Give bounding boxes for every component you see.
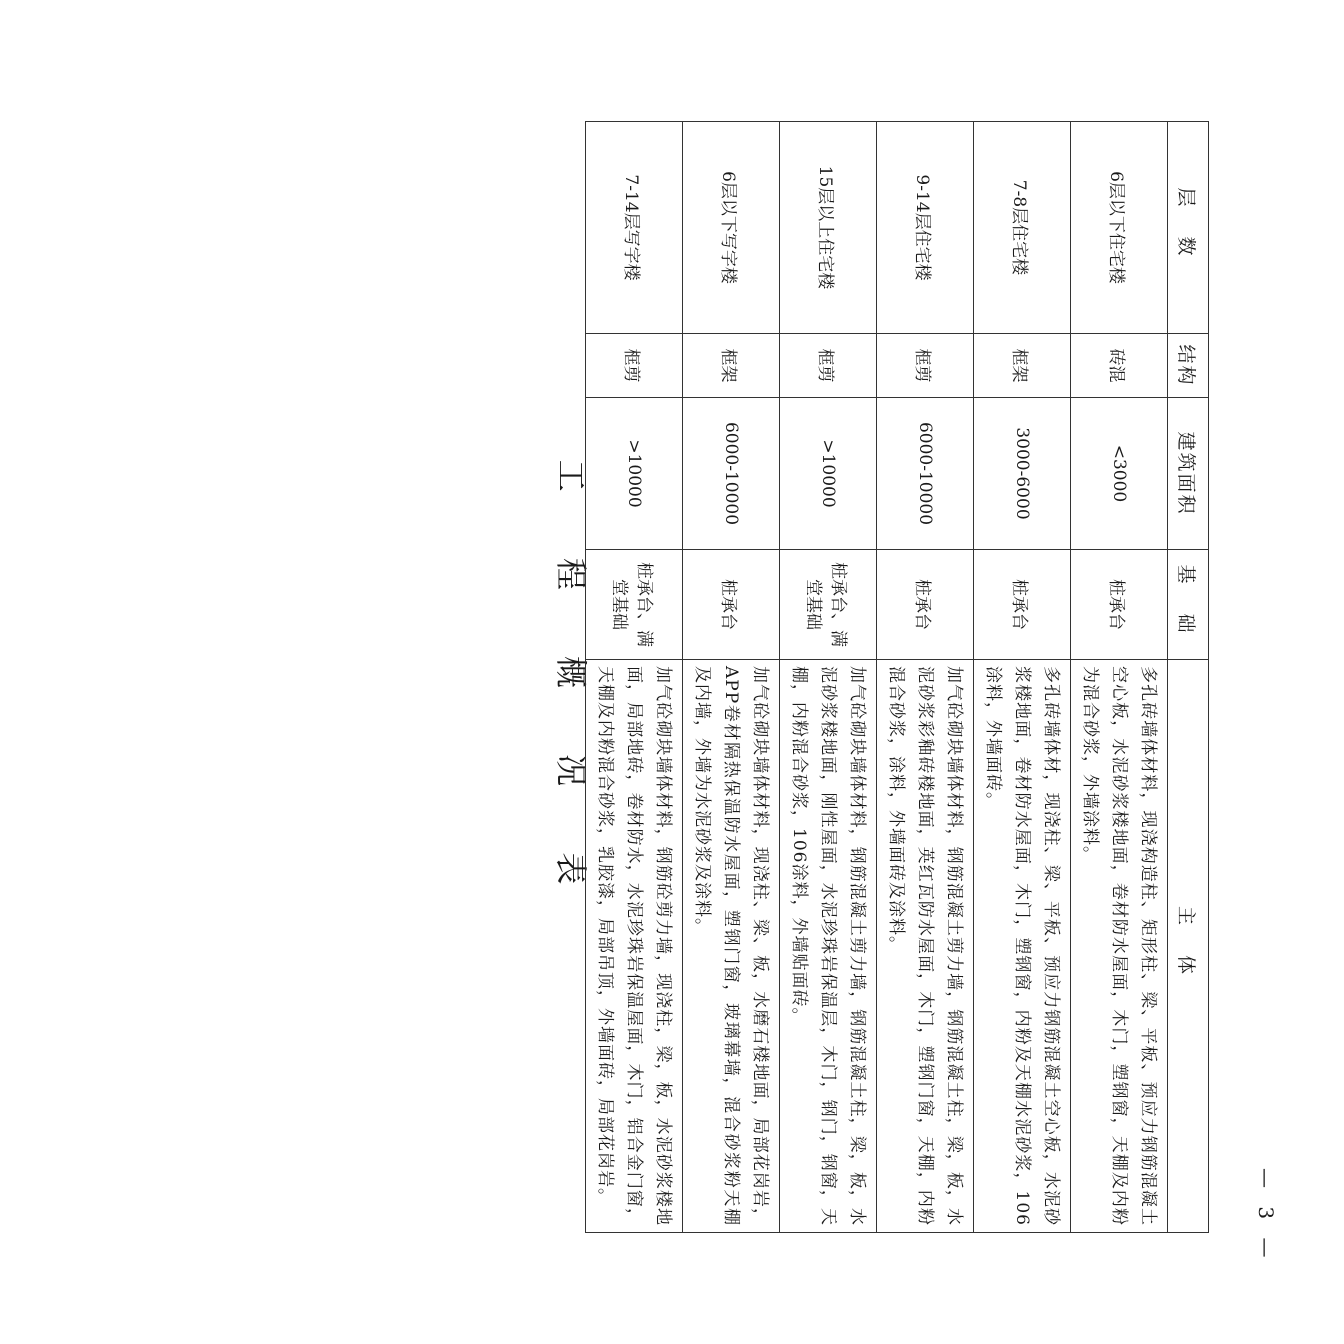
cell-floors: 6层以下住宅楼 bbox=[1071, 122, 1168, 334]
cell-area: 3000-6000 bbox=[974, 398, 1071, 550]
page-number: — 3 — bbox=[1254, 1168, 1278, 1264]
cell-area: >10000 bbox=[780, 398, 877, 550]
cell-structure: 框剪 bbox=[877, 334, 974, 398]
project-overview-table bbox=[585, 121, 1209, 1233]
cell-structure: 框剪 bbox=[586, 334, 683, 398]
cell-main: 加气砼砌块墙体材料，现浇柱、梁、板，水磨石楼地面，局部花岗岩，APP卷材隔热保温防水屋面，塑钢门窗，玻璃幕墙，混合砂浆粉天棚及内墙，外墙为水泥砂浆及涂料。 bbox=[683, 660, 780, 1233]
cell-foundation: 桩承台 bbox=[683, 550, 780, 660]
cell-structure: 框架 bbox=[683, 334, 780, 398]
cell-structure: 框剪 bbox=[780, 334, 877, 398]
cell-main: 多孔砖墙体材料，现浇构造柱、矩形柱、梁、平板、预应力钢筋混凝土空心板，水泥砂浆楼地面，卷材防水屋面，木门，塑钢窗，天棚及内粉为混合砂浆，外墙涂料。 bbox=[1071, 660, 1168, 1233]
header-area: 建筑面积 bbox=[1168, 398, 1209, 550]
table-row bbox=[586, 122, 683, 1233]
cell-foundation: 桩承台 bbox=[974, 550, 1071, 660]
table-row bbox=[683, 122, 780, 1233]
cell-area: >10000 bbox=[586, 398, 683, 550]
rotated-page bbox=[394, 0, 1344, 1344]
cell-area: <3000 bbox=[1071, 398, 1168, 550]
table-row bbox=[877, 122, 974, 1233]
cell-foundation: 桩承台、满堂基础 bbox=[586, 550, 683, 660]
table-header-row bbox=[1168, 122, 1209, 1233]
header-structure: 结构 bbox=[1168, 334, 1209, 398]
cell-foundation: 桩承台 bbox=[877, 550, 974, 660]
cell-main: 加气砼砌块墙体材料，钢筋混凝土剪力墙，钢筋混凝土柱，梁，板，水泥砂浆彩釉砖楼地面，英红瓦防水屋面，木门，塑钢门窗，天棚，内粉混合砂浆，涂料，外墙面砖及涂料。 bbox=[877, 660, 974, 1233]
page-title: 工 程 概 况 表 bbox=[552, 459, 590, 913]
cell-floors: 7-14层写字楼 bbox=[586, 122, 683, 334]
header-main: 主 体 bbox=[1168, 660, 1209, 1233]
cell-main: 加气砼砌块墙体材料，钢筋混凝土剪力墙，钢筋混凝土柱，梁，板，水泥砂浆楼地面，刚性屋面，水泥珍珠岩保温层，木门，钢门，钢窗，天棚，内粉混合砂浆，106涂料，外墙贴面砖。 bbox=[780, 660, 877, 1233]
cell-area: 6000-10000 bbox=[877, 398, 974, 550]
header-floors: 层 数 bbox=[1168, 122, 1209, 334]
cell-structure: 砖混 bbox=[1071, 334, 1168, 398]
cell-floors: 6层以下写字楼 bbox=[683, 122, 780, 334]
cell-floors: 15层以上住宅楼 bbox=[780, 122, 877, 334]
header-foundation: 基 础 bbox=[1168, 550, 1209, 660]
cell-foundation: 桩承台、满堂基础 bbox=[780, 550, 877, 660]
cell-foundation: 桩承台 bbox=[1071, 550, 1168, 660]
cell-main: 多孔砖墙体材，现浇柱、梁、平板、预应力钢筋混凝土空心板，水泥砂浆楼地面，卷材防水屋面，木门，塑钢窗，内粉及天棚水泥砂浆，106涂料，外墙面砖。 bbox=[974, 660, 1071, 1233]
cell-main: 加气砼砌块墙体材料，钢筋砼剪力墙，现浇柱，梁，板，水泥砂浆楼地面，局部地砖，卷材防水，水泥珍珠岩保温屋面，木门，铝合金门窗，天棚及内粉混合砂浆，乳胶漆，局部吊顶，外墙面砖，局部花岗岩。 bbox=[586, 660, 683, 1233]
table-row bbox=[1071, 122, 1168, 1233]
table-row bbox=[974, 122, 1071, 1233]
table-row bbox=[780, 122, 877, 1233]
cell-structure: 框架 bbox=[974, 334, 1071, 398]
cell-floors: 9-14层住宅楼 bbox=[877, 122, 974, 334]
cell-area: 6000-10000 bbox=[683, 398, 780, 550]
cell-floors: 7-8层住宅楼 bbox=[974, 122, 1071, 334]
